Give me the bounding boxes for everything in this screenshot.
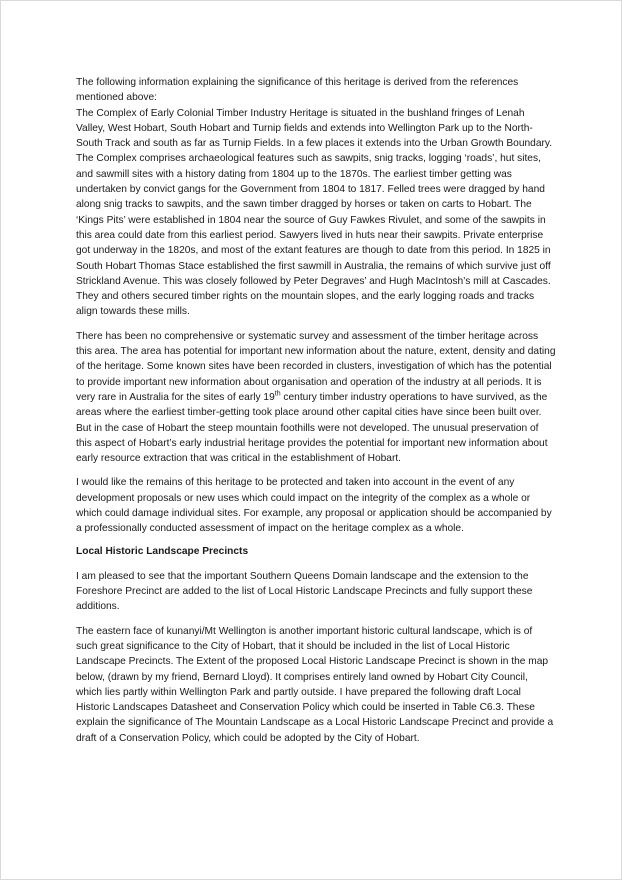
protection-paragraph: I would like the remains of this heritage to be protected and taken into account in the event of any development proposals or new uses which could impact on the integrity of the complex as a whole or which could damage individual sites. For example, any proposal or application should be accompanied by a professionally conducted assessment of impact on the heritage complex as a whole. — [76, 477, 552, 535]
survey-text-b: century timber industry operations to have survived, as the areas where the earliest timber-getting took place around other capital cities have since been built over. But in the case of Hobart the steep mountain foothills were not developed. The unusual preservation of this aspect of Hobart’s early industrial heritage provides the potential for important new information about early resource extraction that was critical in the establishment of Hobart. — [76, 391, 548, 465]
mt-wellington-paragraph: The eastern face of kunanyi/Mt Wellington is another important historic cultural landscape, which is of such great significance to the City of Hobart, that it should be included in the list of Local Historic Landscape Precincts. The Extent of the proposed Local Historic Landscape Precinct is shown in the map below, (drawn by my friend, Bernard Lloyd). It comprises entirely land owned by Hobart City Council, which lies partly within Wellington Park and partly outside. I have prepared the following draft Local Historic Landscapes Datasheet and Conservation Policy which could be inserted in Table C6.3. These explain the significance of The Mountain Landscape as a Local Historic Landscape Precinct and provide a draft of a Conservation Policy, which could be adopted by the City of Hobart. — [76, 625, 554, 744]
survey-paragraph — [76, 329, 556, 467]
support-paragraph: I am pleased to see that the important Southern Queens Domain landscape and the extension to the Foreshore Precinct are added to the list of Local Historic Landscape Precincts and fully support these additions. — [76, 570, 533, 613]
superscript-th: th — [274, 390, 281, 398]
section-heading: Local Historic Landscape Precincts — [76, 546, 249, 558]
survey-text-a: There has been no comprehensive or systematic survey and assessment of the timber heritage across this area. The area has potential for important new information about the nature, extent, density and dating of the heritage. Some known sites have been recorded in clusters, investigation of which has the potential to provide important new information about organisation and operation of the industry at all periods. It is very rare in Australia for the sites of early 19 — [76, 330, 556, 403]
document-body — [76, 75, 556, 755]
timber-complex-paragraph: The Complex of Early Colonial Timber Industry Heritage is situated in the bushland fringes of Lenah Valley, West Hobart, South Hobart and Turnip fields and extends into Wellington Park up to the North-South Track and south as far as Turnip Fields. In a few places it extends into the Urban Growth Boundary. The Complex comprises archaeological features such as sawpits, snig tracks, logging ‘roads’, hut sites, and sawmill sites with a history dating from 1804 up to the 1870s. The earliest timber getting was undertaken by convict gangs for the Government from 1804 to 1817. Felled trees were dragged by hand along snig tracks to sawpits, and the sawn timber dragged by horses or taken on carts to Hobart. The ‘Kings Pits’ were established in 1804 near the source of Guy Fawkes Rivulet, and some of the sawpits in this area could date from this earliest period. Sawyers lived in huts near their sawpits. Private enterprise got underway in the 1820s, and most of the extant features are though to date from this period. In 1825 in South Hobart Thomas Stace established the first sawmill in Australia, the remains of which survive just off Strickland Avenue. This was closely followed by Peter Degraves’ and Hugh MacIntosh’s mill at Cascades. They and others secured timber rights on the mountain slopes, and the early logging roads and tracks align towards these mills. — [76, 107, 553, 318]
protection-paragraph-wrapper — [76, 475, 556, 536]
intro-paragraph: The following information explaining the significance of this heritage is derived from the references mentioned above: — [76, 77, 519, 104]
